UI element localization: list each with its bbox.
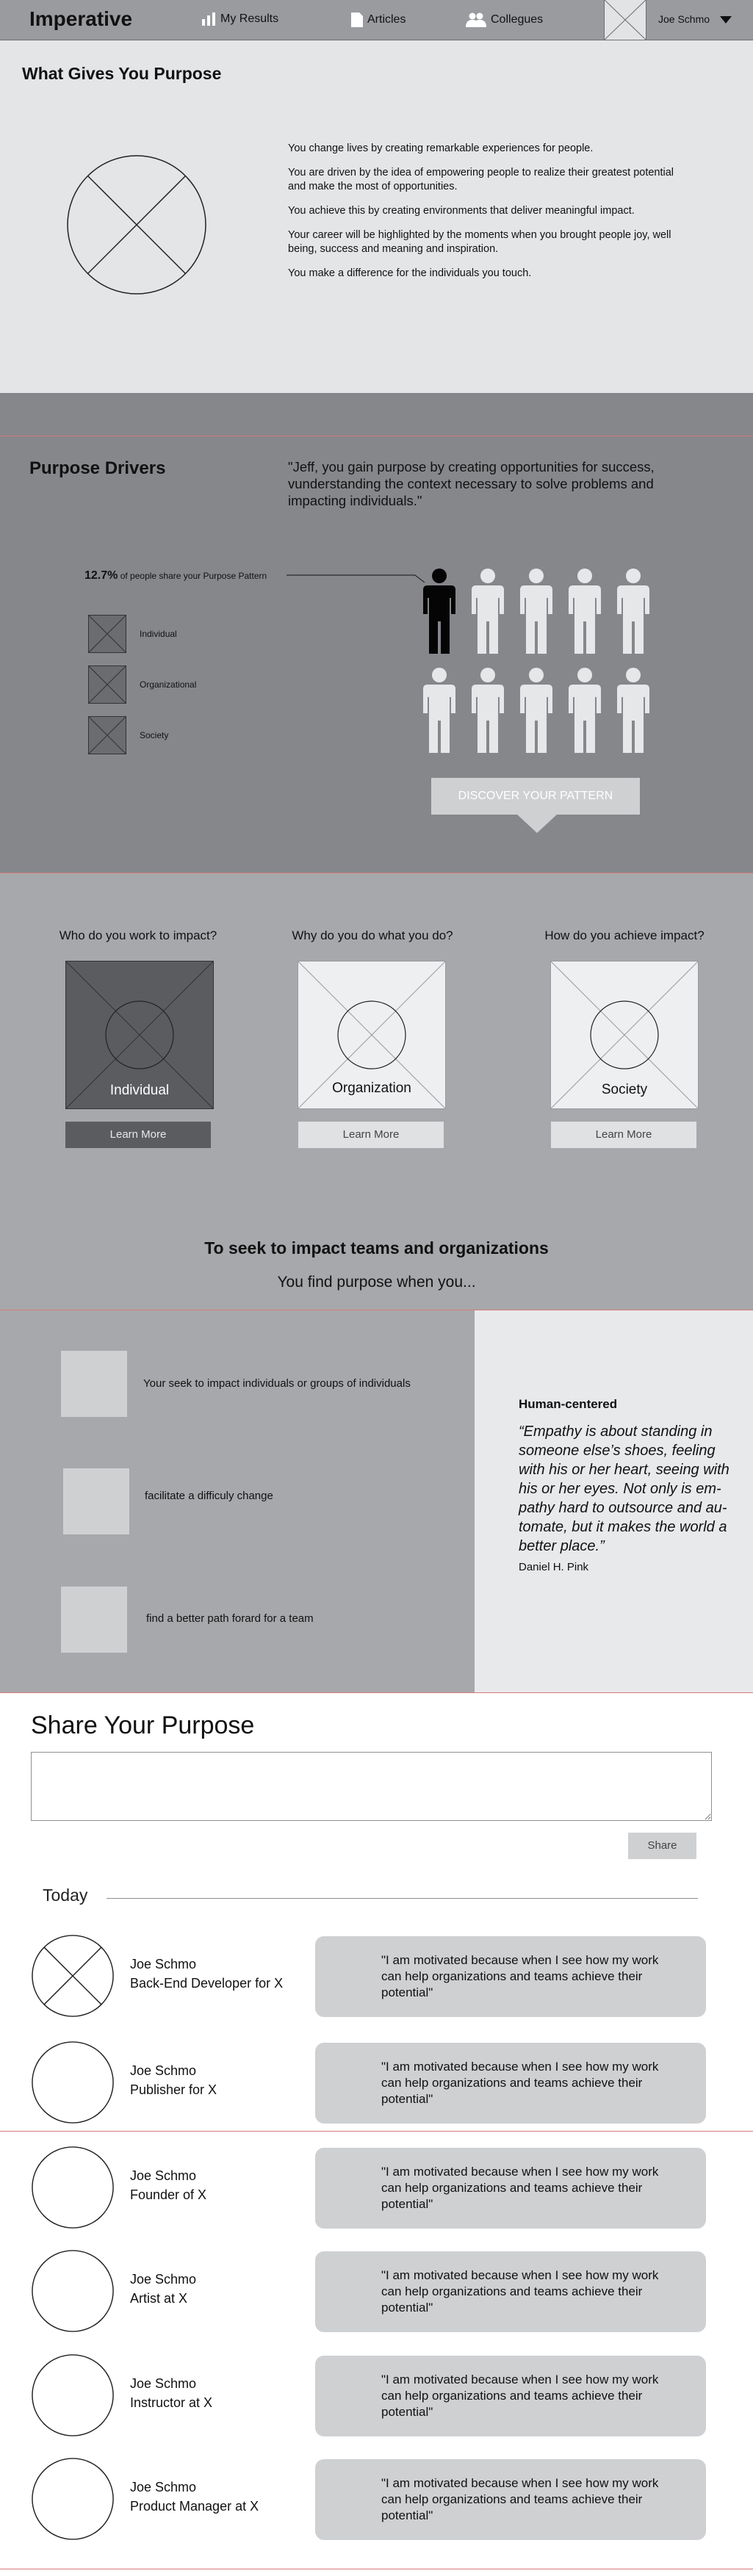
nav-collegues-label: Collegues xyxy=(491,13,544,26)
post-author-role: Artist at X xyxy=(130,2291,188,2306)
post-author-name: Joe Schmo xyxy=(130,2063,197,2078)
traits-panel xyxy=(0,1310,475,1693)
person-icon xyxy=(567,569,602,655)
avatar[interactable] xyxy=(31,2146,115,2229)
avatar[interactable] xyxy=(31,2457,115,2541)
post-author-name: Joe Schmo xyxy=(130,1957,197,1971)
legend-label: Organizational xyxy=(140,679,197,690)
post-author[interactable] xyxy=(130,2270,196,2308)
person-icon xyxy=(616,569,651,655)
post-author[interactable] xyxy=(130,2478,259,2516)
legend-box-icon xyxy=(88,665,126,704)
trait-text: facilitate a difficuly change xyxy=(145,1490,273,1502)
nav-my-results-label: My Results xyxy=(220,12,279,25)
person-icon xyxy=(567,668,602,754)
legend-individual[interactable] xyxy=(88,615,177,653)
learn-more-button-organization[interactable]: Learn More xyxy=(298,1122,444,1148)
pattern-stat xyxy=(84,569,267,582)
purpose-title: What Gives You Purpose xyxy=(22,64,222,83)
quote-title: Human-centered xyxy=(519,1397,618,1411)
top-nav xyxy=(0,0,753,40)
quote-text: “Empathy is about standing in someone else’s shoes, feeling with his or her heart, seeing with his or her eyes. Not only is em- pathy hard to outsource and au- tomate, but it makes the world a better place.” xyxy=(519,1424,729,1554)
purpose-paragraph: You change lives by creating remarkable experiences for people. xyxy=(288,142,594,154)
post-quote-bubble xyxy=(315,2251,706,2332)
post-quote: "I am motivated because when I see how my work can help organizations and teams achieve their potential" xyxy=(381,2060,659,2106)
avatar-placeholder-icon[interactable] xyxy=(31,1934,115,2018)
post-quote-bubble xyxy=(315,1936,706,2017)
legend-organizational[interactable] xyxy=(88,665,196,704)
post-quote: "I am motivated because when I see how my work can help organizations and teams achieve their potential" xyxy=(381,2476,659,2522)
people-icon xyxy=(466,12,486,27)
avatar-placeholder-icon xyxy=(605,0,646,40)
impact-card-individual[interactable] xyxy=(65,961,214,1109)
post-author-name: Joe Schmo xyxy=(130,2168,197,2183)
post-author-role: Back-End Developer for X xyxy=(130,1976,284,1991)
post-author-name: Joe Schmo xyxy=(130,2480,197,2494)
learn-more-button-society[interactable]: Learn More xyxy=(551,1122,696,1148)
post-author-role: Product Manager at X xyxy=(130,2499,259,2514)
post-quote-bubble xyxy=(315,2459,706,2540)
impact-subheading: You find purpose when you... xyxy=(277,1274,476,1291)
nav-articles-label: Articles xyxy=(367,13,406,26)
post-author[interactable] xyxy=(130,2374,212,2412)
purpose-paragraph: You achieve this by creating environments that deliver meaningful impact. xyxy=(288,205,635,217)
impact-card-label: Society xyxy=(601,1082,648,1097)
impact-section xyxy=(0,873,753,1310)
legend-label: Individual xyxy=(140,629,177,639)
post-author-role: Publisher for X xyxy=(130,2082,217,2097)
share-title: Share Your Purpose xyxy=(31,1711,255,1739)
legend-box-icon xyxy=(88,615,126,653)
post-author-role: Instructor at X xyxy=(130,2395,213,2410)
post-author[interactable] xyxy=(130,1955,283,1993)
user-avatar[interactable] xyxy=(604,0,646,40)
trait-text: Your seek to impact individuals or groups of individuals xyxy=(143,1377,411,1390)
quote-author: Daniel H. Pink xyxy=(519,1561,589,1573)
person-icon xyxy=(616,668,651,754)
impact-question: Who do you work to impact? xyxy=(59,928,217,942)
avatar[interactable] xyxy=(31,2353,115,2437)
trait-text: find a better path forard for a team xyxy=(146,1612,314,1625)
post-quote: "I am motivated because when I see how my work can help organizations and teams achieve their potential" xyxy=(381,2373,659,2419)
person-icon xyxy=(519,569,554,655)
trait-image xyxy=(61,1587,127,1653)
drivers-title: Purpose Drivers xyxy=(29,458,166,478)
document-icon xyxy=(351,12,363,27)
today-label: Today xyxy=(43,1886,88,1905)
post-quote-bubble xyxy=(315,2148,706,2229)
purpose-paragraph: Your career will be highlighted by the moments when you brought people joy, well being, success and meaning and inspiration. xyxy=(288,229,671,255)
chevron-down-icon[interactable] xyxy=(720,16,732,24)
people-pictogram xyxy=(422,569,657,752)
nav-articles[interactable] xyxy=(351,12,406,27)
drivers-quote: "Jeff, you gain purpose by creating opportunities for success, vunderstanding the context necessary to solve problems and impacting individuals." xyxy=(288,459,655,508)
nav-my-results[interactable] xyxy=(201,12,278,26)
person-icon xyxy=(422,668,457,754)
impact-question: Why do you do what you do? xyxy=(292,928,453,942)
post-author-role: Founder of X xyxy=(130,2187,207,2202)
share-button[interactable]: Share xyxy=(628,1833,696,1859)
stat-connector-line xyxy=(287,571,433,585)
user-name[interactable]: Joe Schmo xyxy=(658,13,710,25)
legend-label: Society xyxy=(140,730,169,740)
avatar[interactable] xyxy=(31,2041,115,2124)
bar-chart-icon xyxy=(201,12,216,26)
impact-question: How do you achieve impact? xyxy=(544,928,705,942)
purpose-description xyxy=(288,142,685,291)
purpose-paragraph: You make a difference for the individuals you touch. xyxy=(288,267,532,279)
nav-collegues[interactable] xyxy=(466,12,543,27)
post-author-name: Joe Schmo xyxy=(130,2376,197,2391)
legend-box-icon xyxy=(88,716,126,754)
trait-image xyxy=(63,1468,129,1534)
post-author[interactable] xyxy=(130,2166,206,2204)
impact-card-society[interactable] xyxy=(550,961,699,1109)
trait-image xyxy=(61,1351,127,1417)
impact-heading: To seek to impact teams and organizations xyxy=(204,1238,549,1258)
brand-logo[interactable]: Imperative xyxy=(29,7,133,30)
image-placeholder-icon xyxy=(66,154,207,295)
post-quote: "I am motivated because when I see how my work can help organizations and teams achieve their potential" xyxy=(381,1953,659,1999)
post-quote: "I am motivated because when I see how my work can help organizations and teams achieve their potential" xyxy=(381,2165,659,2211)
quote-panel xyxy=(475,1310,753,1693)
purpose-section xyxy=(0,40,753,393)
legend-society[interactable] xyxy=(88,716,168,754)
person-icon-highlighted xyxy=(422,569,457,655)
avatar[interactable] xyxy=(31,2249,115,2333)
post-quote-bubble xyxy=(315,2356,706,2436)
person-icon xyxy=(519,668,554,754)
discover-pattern-button[interactable]: DISCOVER YOUR PATTERN xyxy=(431,778,640,815)
pattern-stat-value: 12.7% xyxy=(84,569,118,582)
post-quote: "I am motivated because when I see how my work can help organizations and teams achieve their potential" xyxy=(381,2268,659,2315)
person-icon xyxy=(470,569,505,655)
divider-band xyxy=(0,393,753,436)
today-divider xyxy=(107,1898,698,1899)
impact-card-label: Organization xyxy=(332,1080,411,1096)
pattern-stat-text: of people share your Purpose Pattern xyxy=(120,571,267,581)
purpose-paragraph: You are driven by the idea of empowering people to realize their greatest potential and make the most of opportunities. xyxy=(288,167,674,192)
impact-card-organization[interactable] xyxy=(298,961,446,1109)
person-icon xyxy=(470,668,505,754)
post-author-name: Joe Schmo xyxy=(130,2272,197,2287)
post-author[interactable] xyxy=(130,2061,217,2099)
impact-card-label: Individual xyxy=(109,1083,170,1098)
post-quote-bubble xyxy=(315,2043,706,2124)
discover-pointer xyxy=(516,814,558,833)
learn-more-button-individual[interactable]: Learn More xyxy=(65,1122,211,1148)
purpose-drivers-section xyxy=(0,436,753,873)
share-input[interactable] xyxy=(31,1752,712,1821)
section-divider xyxy=(0,2131,753,2132)
